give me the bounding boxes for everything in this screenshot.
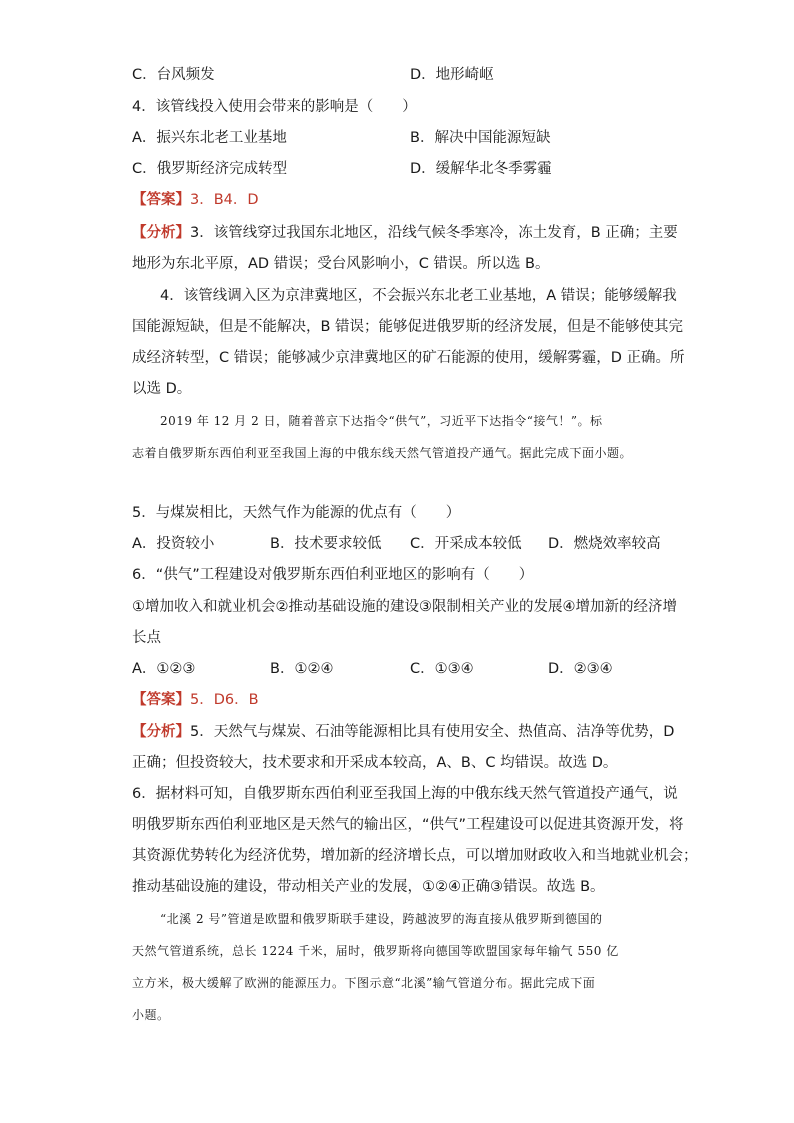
analysis-text: 5．天然气与煤炭、石油等能源相比具有使用安全、热值高、洁净等优势，D [190, 724, 675, 740]
analysis-line: 地形为东北平原，AD 错误；受台风影响小，C 错误。所以选 B。 [132, 256, 550, 272]
q3-option-d: D．地形崎岖 [410, 67, 494, 83]
q4-option-b: B．解决中国能源短缺 [410, 130, 551, 146]
analysis-line: 明俄罗斯东西伯利亚地区是天然气的输出区，“供气”工程建设可以促进其资源开发，将 [132, 817, 684, 833]
analysis-block-1 [132, 222, 678, 244]
analysis-tag: 【分析】 [132, 225, 190, 241]
q4-option-c: C．俄罗斯经济完成转型 [132, 161, 288, 177]
q3-option-c: C．台风频发 [132, 67, 215, 83]
analysis-line: 推动基础设施的建设，带动相关产业的发展，①②④正确③错误。故选 B。 [132, 879, 605, 895]
material-text: 小题。 [132, 1008, 170, 1022]
material-text: “北溪 2 号”管道是欧盟和俄罗斯联手建设，跨越波罗的海直接从俄罗斯到德国的 [160, 912, 603, 926]
answer-tag: 【答案】 [132, 692, 190, 708]
q6-option-a: A．①②③ [132, 661, 196, 677]
analysis-line: 国能源短缺，但是不能解决，B 错误；能够促进俄罗斯的经济发展，但是不能够使其完 [132, 319, 684, 335]
q6-stem: 6．“供气”工程建设对俄罗斯东西伯利亚地区的影响有（ ） [132, 567, 534, 583]
material-text: 立方米，极大缓解了欧洲的能源压力。下图示意“北溪”输气管道分布。据此完成下面 [132, 976, 596, 990]
analysis-line: 4．该管线调入区为京津冀地区，不会振兴东北老工业基地，A 错误；能够缓解我 [160, 288, 677, 304]
material-text: 2019 年 12 月 2 日，随着普京下达指令“供气”，习近平下达指令“接气！”。标 [160, 414, 603, 428]
q6-option-b: B．①②④ [270, 661, 334, 677]
analysis-tag: 【分析】 [132, 724, 190, 740]
q5-option-b: B．技术要求较低 [270, 536, 382, 552]
answer-block-1 [132, 189, 259, 211]
analysis-text: 3．该管线穿过我国东北地区，沿线气候冬季寒冷，冻土发育，B 正确；主要 [190, 225, 678, 241]
q4-stem: 4．该管线投入使用会带来的影响是（ ） [132, 99, 417, 115]
q5-option-a: A．投资较小 [132, 536, 215, 552]
q5-stem: 5．与煤炭相比，天然气作为能源的优点有（ ） [132, 505, 461, 521]
analysis-line: 其资源优势转化为经济优势，增加新的经济增长点，可以增加财政收入和当地就业机会； [132, 848, 698, 864]
analysis-line: 以选 D。 [132, 381, 192, 397]
q6-items: 长点 [132, 630, 161, 646]
q4-option-a: A．振兴东北老工业基地 [132, 130, 287, 146]
q5-option-d: D．燃烧效率较高 [548, 536, 661, 552]
analysis-line: 正确；但投资较大，技术要求和开采成本较高，A、B、C 均错误。故选 D。 [132, 755, 618, 771]
analysis-line: 6．据材料可知，自俄罗斯东西伯利亚至我国上海的中俄东线天然气管道投产通气，说 [132, 786, 678, 802]
analysis-block-2 [132, 721, 674, 743]
answer-text: 5．D6．B [190, 692, 259, 708]
analysis-line: 成经济转型，C 错误；能够减少京津冀地区的矿石能源的使用，缓解雾霾，D 正确。所 [132, 350, 685, 366]
material-text: 天然气管道系统，总长 1224 千米，届时，俄罗斯将向德国等欧盟国家每年输气 550 亿 [132, 944, 619, 958]
q4-option-d: D．缓解华北冬季雾霾 [410, 161, 552, 177]
q6-items: ①增加收入和就业机会②推动基础设施的建设③限制相关产业的发展④增加新的经济增 [132, 599, 677, 615]
q5-option-c: C．开采成本较低 [410, 536, 522, 552]
q6-option-d: D．②③④ [548, 661, 613, 677]
answer-block-2 [132, 689, 259, 711]
answer-text: 3．B4．D [190, 192, 259, 208]
q6-option-c: C．①③④ [410, 661, 474, 677]
answer-tag: 【答案】 [132, 192, 190, 208]
material-text: 志着自俄罗斯东西伯利亚至我国上海的中俄东线天然气管道投产通气。据此完成下面小题。 [132, 446, 633, 460]
